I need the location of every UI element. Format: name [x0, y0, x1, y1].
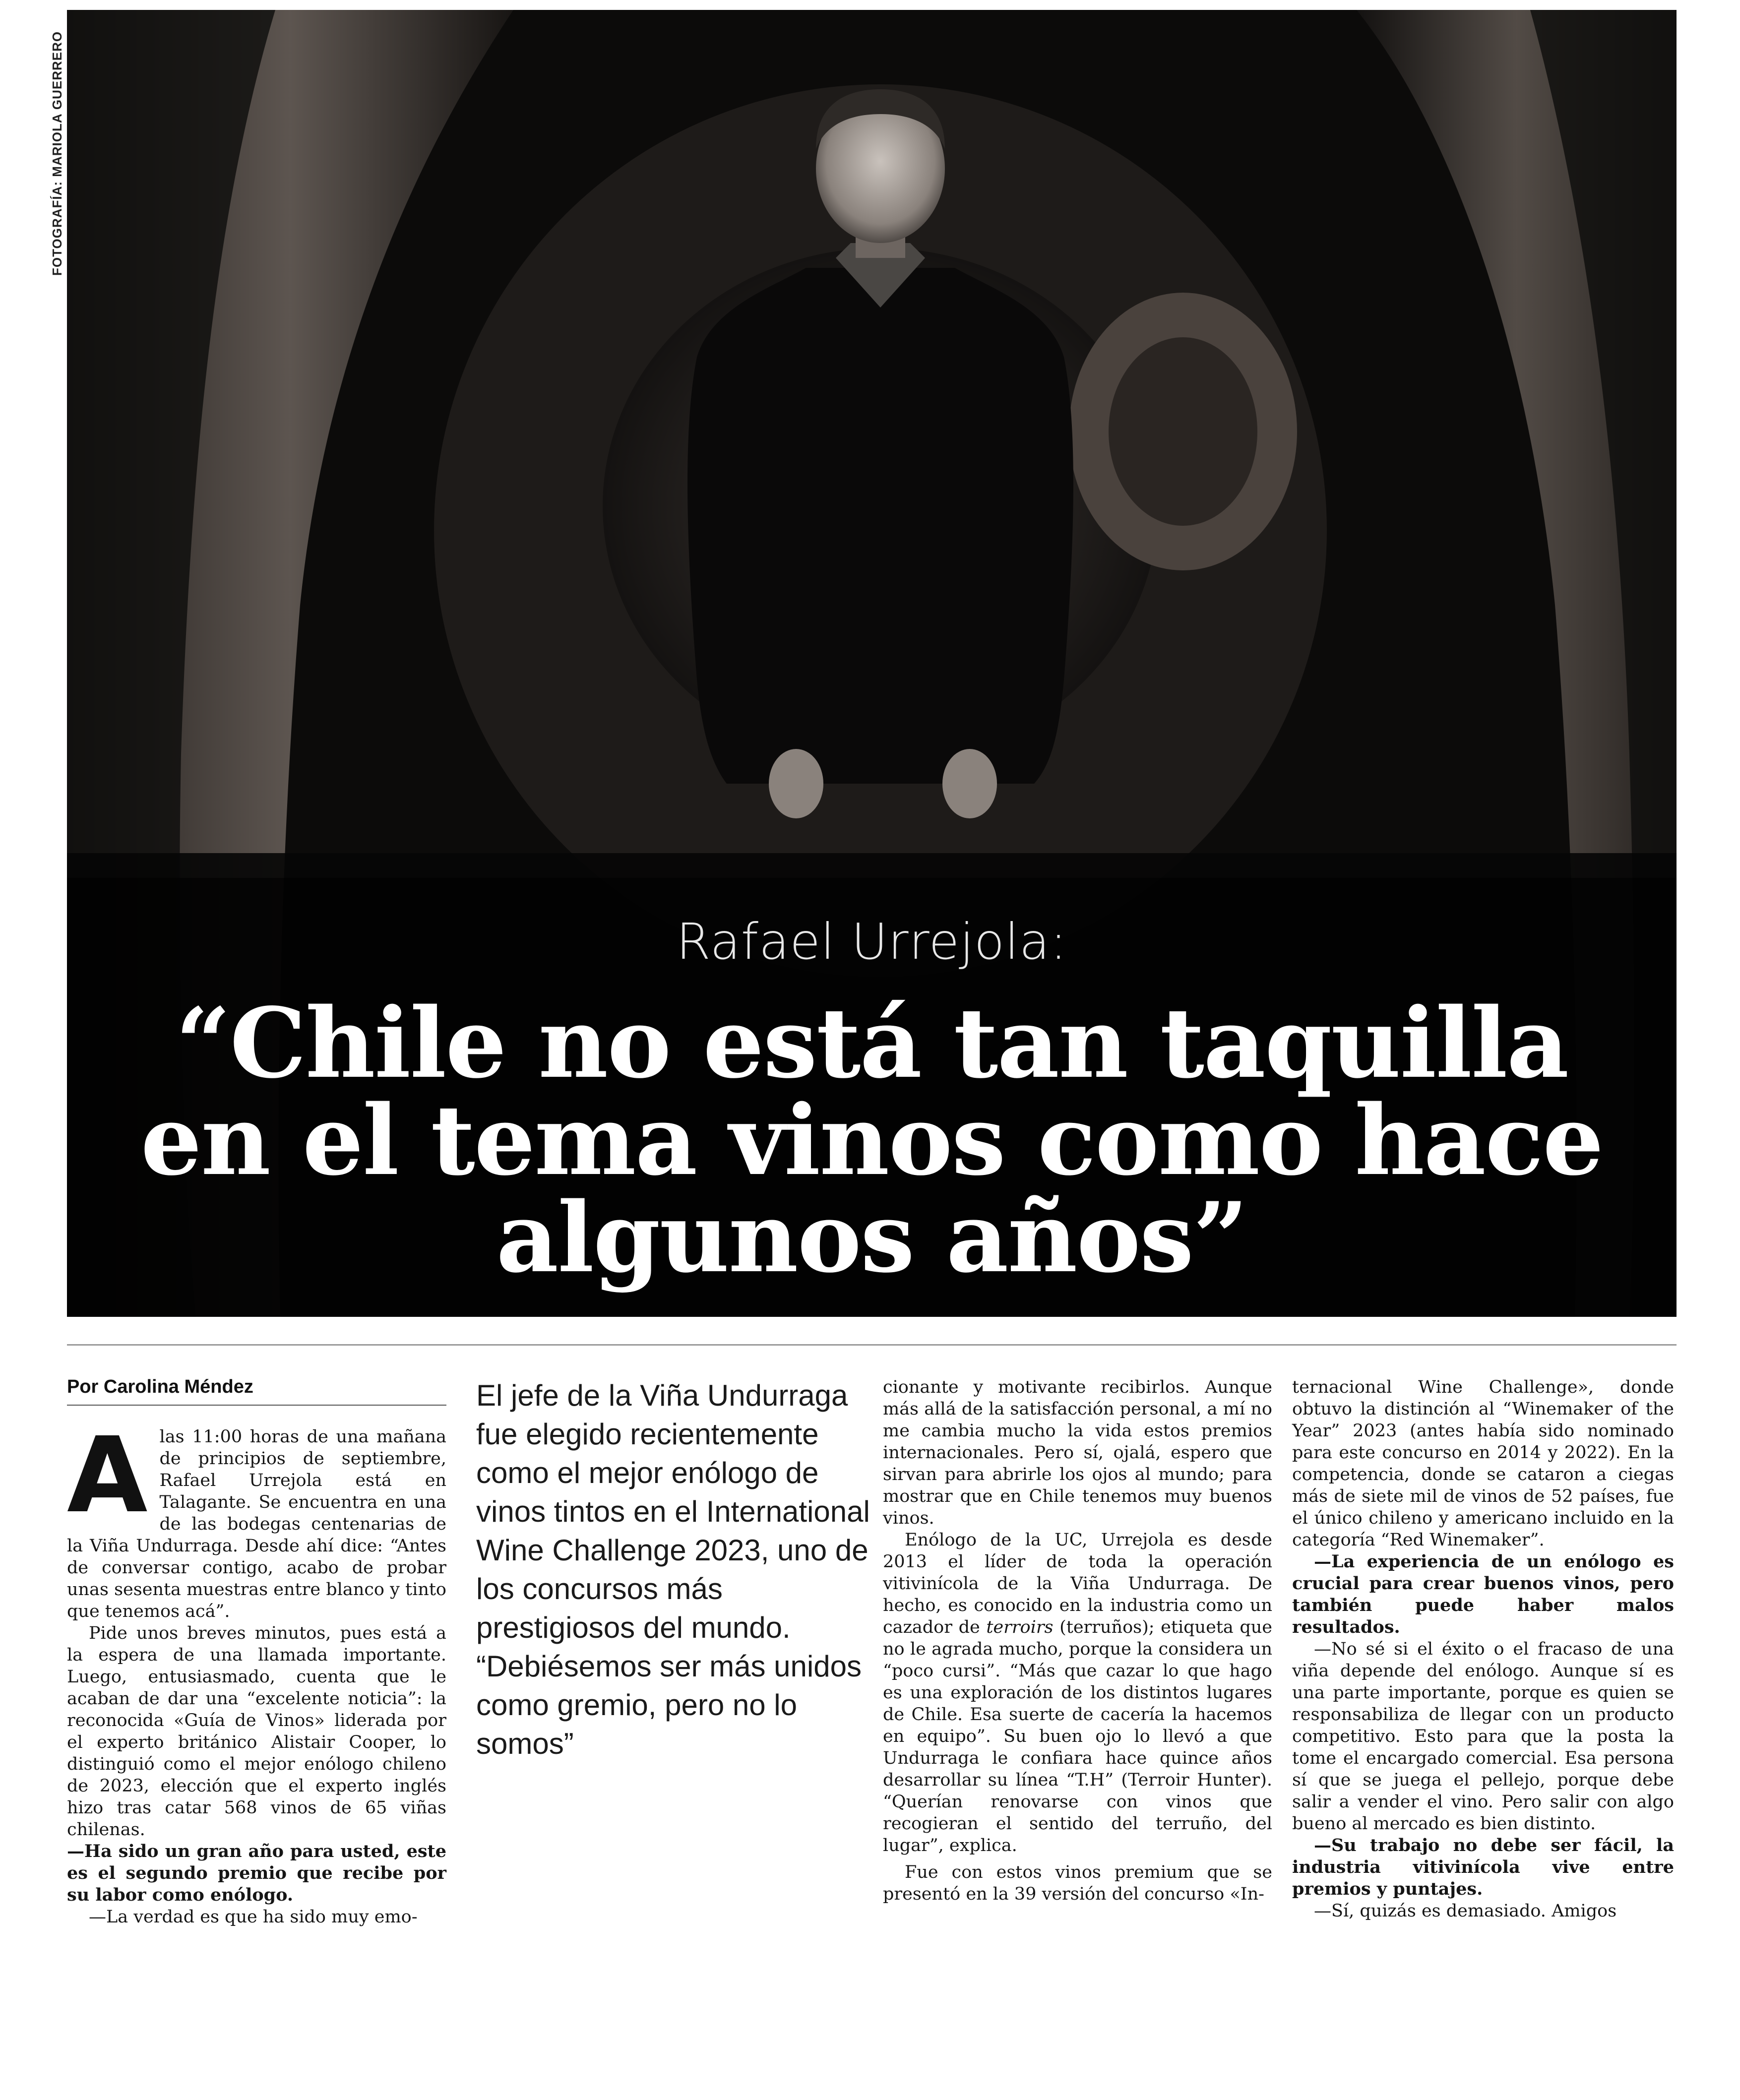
article-column-1	[67, 1415, 446, 1928]
paragraph: cionante y motivante recibirlos. Aunque más allá de la satisfacción personal, a mí no me cambia mucho la vida estos premios internacionales. Pero sí, ojalá, espero que sirvan para abrirle los ojos al mundo; para mostrar que en Chile tenemos muy buenos vinos.	[883, 1377, 1272, 1528]
interview-question: —Su trabajo no debe ser fácil, la industria vitivinícola vive entre premios y puntajes.	[1292, 1835, 1674, 1899]
kicker: Rafael Urrejola:	[676, 913, 1067, 971]
interview-question: —Ha sido un gran año para usted, este es el segundo premio que recibe por su labor como enólogo.	[67, 1841, 446, 1905]
photo-credit: FOTOGRAFÍA: MARIOLA GUERRERO	[50, 31, 64, 276]
text-run: Enólogo de la UC, Urrejola es desde 2013 el líder de toda la operación vitivinícola de la Viña Undurraga. De hecho, es conocido en la industria como un cazador de	[883, 1530, 1272, 1637]
interview-question: —La experiencia de un enólogo es crucial para crear buenos vinos, pero también puede haber malos resultados.	[1292, 1551, 1674, 1637]
paragraph: ternacional Wine Challenge», donde obtuvo la distinción al “Winemaker of the Year” 2023 (antes había sido nominado para este concurso en 2014 y 2022). En la competencia, donde se cataron a ciegas más de siete mil de vinos de 52 países, fue el único chileno y americano incluido en la categoría “Red Winemaker”.	[1292, 1377, 1674, 1550]
section-divider	[67, 1344, 1677, 1346]
article-column-3	[883, 1376, 1272, 1905]
text-run: (terruños); etiqueta que no le agrada mucho, porque la considera un “poco cursi”. “Más que cazar lo que hago es una exploración de los distintos lugares de Chile. Esa suerte de cacería la hacemos en equipo”. Su buen ojo lo llevó a que Undurraga le confiara hace quince años desarrollar su línea “T.H” (Terroir Hunter). “Querían renovarse con vinos que recogieran el sentido del terruño, del lugar”, explica.	[883, 1617, 1272, 1855]
paragraph: las 11:00 horas de una mañana de principios de septiembre, Rafael Urrejola está en Talagante. Se encuentra en una de las bodegas centenarias de la Viña Undurraga. Desde ahí dice: “Antes de conversar contigo, acabo de probar unas sesenta muestras entre blanco y tinto que tenemos acá”.	[67, 1427, 446, 1621]
italic-term: terroirs	[986, 1617, 1054, 1637]
byline: Por Carolina Méndez	[67, 1376, 446, 1406]
paragraph: —La verdad es que ha sido muy emo-	[89, 1907, 418, 1927]
portrait-photo	[67, 10, 1677, 1317]
article-column-4	[1292, 1376, 1674, 1922]
paragraph: —Sí, quizás es demasiado. Amigos	[1314, 1901, 1617, 1921]
paragraph: Fue con estos vinos premium que se presentó en la 39 versión del concurso «In-	[883, 1862, 1272, 1904]
paragraph: —No sé si el éxito o el fracaso de una viña depende del enólogo. Aunque sí es una parte importante, porque es quien se responsabiliza de llegar con un producto competitivo. Esto para que la posta la tome el encargado comercial. Esa persona sí que se juega el pellejo, porque debe salir a vender el vino. Pero salir con algo bueno al mercado es bien distinto.	[1292, 1639, 1674, 1834]
headline: “Chile no está tan taquilla en el tema vinos como hace algunos años”	[140, 987, 1603, 1294]
pull-quote: El jefe de la Viña Undurraga fue elegido recientemente como el mejor enólogo de vinos tintos en el International Wine Challenge 2023, uno de los concursos más prestigiosos del mundo. “Debiésemos ser más unidos como gremio, pero no lo somos”	[476, 1379, 870, 1760]
paragraph	[883, 1529, 1272, 1856]
paragraph: Pide unos breves minutos, pues está a la espera de una llamada importante. Luego, entusiasmado, cuenta que le acaban de dar una “excelente noticia”: la reconocida «Guía de Vinos» liderada por el experto británico Alistair Cooper, lo distinguió como el mejor enólogo chileno de 2023, elección que el experto inglés hizo tras catar 568 vinos de 65 viñas chilenas.	[67, 1623, 446, 1840]
drop-cap: A	[67, 1415, 148, 1536]
